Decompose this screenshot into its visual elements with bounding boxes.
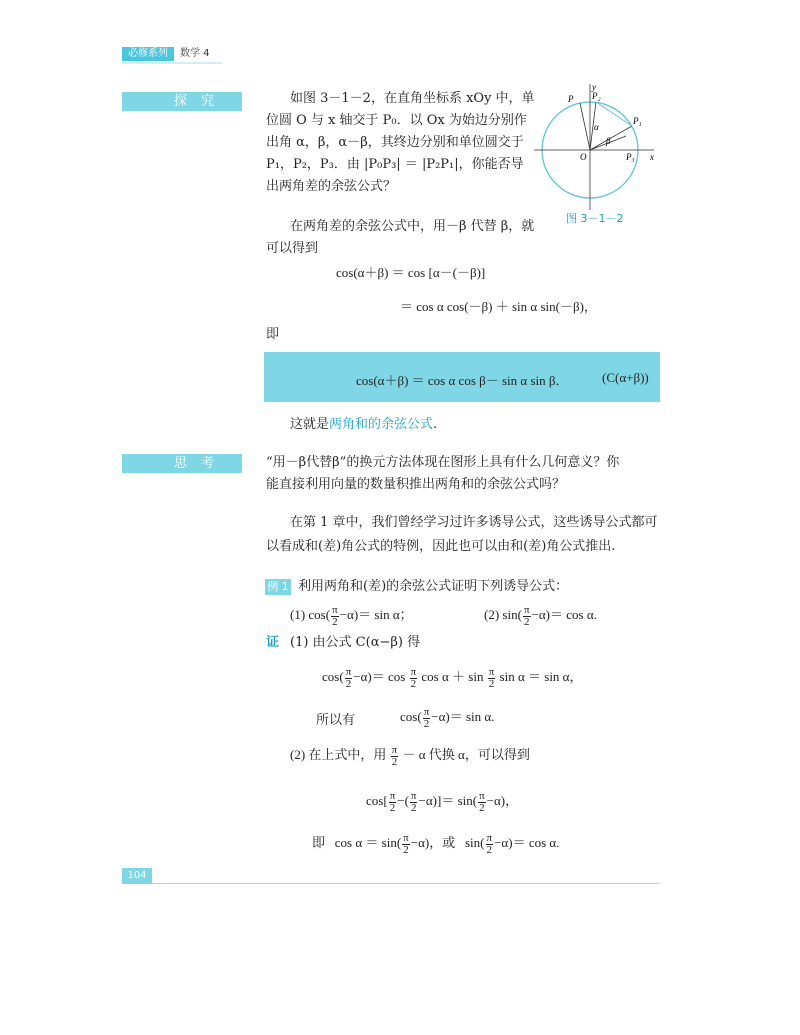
label-p2: P₂ <box>592 91 601 101</box>
series-badge: 必修系列 <box>122 47 174 61</box>
derivation-line-2: ＝ cos α cos(－β) ＋ sin α sin(－β)， <box>400 299 597 314</box>
label-o: O <box>580 152 587 162</box>
example-title: 利用两角和(差)的余弦公式证明下列诱导公式： <box>298 579 569 594</box>
conclusion-highlight: 两角和的余弦公式 <box>329 417 434 432</box>
fraction: $\frac{\pi}{2}$ <box>486 831 493 856</box>
fraction: $\frac{\pi}{2}$ <box>332 603 338 628</box>
body-line: 可以得到 <box>266 241 319 256</box>
para-line: 以看成和(差)角公式的特例，因此也可以由和(差)角公式推出. <box>266 539 616 554</box>
think-line: “用－β代替β”的换元方法体现在图形上具有什么几何意义？你 <box>266 455 620 470</box>
label-p1: P₁ <box>633 116 642 126</box>
fraction: $\frac{\pi}{2}$ <box>410 665 417 690</box>
ji-label: 即 <box>266 327 280 342</box>
fraction: $\frac{\pi}{2}$ <box>423 705 430 730</box>
formula-main: cos(α＋β) ＝ cos α cos β－ sin α sin β． <box>356 373 569 388</box>
proof-label: 证 <box>266 635 280 650</box>
think-line: 能直接利用向量的数量积推出两角和的余弦公式吗？ <box>266 477 566 492</box>
example-item-2: (2) sin( $\frac{\pi}{2}$ −α)＝ cos α. <box>484 603 597 628</box>
conclusion-pre: 这就是 <box>290 417 330 432</box>
fraction: $\frac{\pi}{2}$ <box>345 665 352 690</box>
book-title: 数学 4 <box>180 48 210 59</box>
example-badge: 例 1 <box>265 579 291 595</box>
footer-rule <box>152 883 660 884</box>
explore-line: P₁，P₂，P₃．由 |P₀P₃| ＝ |P₂P₁|，你能否导 <box>266 157 524 172</box>
fraction: $\frac{\pi}{2}$ <box>403 831 409 856</box>
proof-eq-3: cos[ $\frac{\pi}{2}$ −( $\frac{\pi}{2}$ −α)]＝ sin( $\frac{\pi}{2}$ −α)， <box>366 789 519 814</box>
page-number: 104 <box>122 868 152 884</box>
explore-line: 出角 α，β，α－β，其终边分别和单位圆交于 <box>266 135 524 150</box>
example-item-1: (1) cos( $\frac{\pi}{2}$ −α)＝ sin α； <box>290 603 413 628</box>
radius-p <box>580 103 590 150</box>
label-y: y <box>592 82 596 92</box>
proof-eq-1: cos( $\frac{\pi}{2}$ −α)＝ cos $\frac{\pi}{2}$ cos α ＋ sin $\frac{\pi}{2}$ sin α ＝ sin α， <box>322 665 583 690</box>
proof-step-1: (1) 由公式 C(α−β) 得 <box>290 635 421 650</box>
label-x: x <box>650 152 654 162</box>
explore-text <box>266 88 535 198</box>
explore-line: 位圆 O 与 x 轴交于 P₀．以 Ox 为始边分别作 <box>266 113 527 128</box>
formula-tag: (C(α+β)) <box>602 370 649 385</box>
fraction: $\frac{\pi}{2}$ <box>389 789 396 814</box>
proof-so: 所以有 <box>316 713 356 728</box>
think-label: 思考 <box>122 454 242 473</box>
fraction: $\frac{\pi}{2}$ <box>523 603 530 628</box>
label-p3: P₃ <box>626 152 635 162</box>
explore-line: 出两角差的余弦公式？ <box>266 179 397 194</box>
unit-circle-figure <box>530 78 660 218</box>
chord-p2p1 <box>596 102 632 126</box>
fraction: $\frac{\pi}{2}$ <box>488 665 495 690</box>
proof-eq-2: cos( $\frac{\pi}{2}$ −α)＝ sin α. <box>400 705 495 730</box>
fraction: $\frac{\pi}{2}$ <box>410 789 417 814</box>
derivation-line-1: cos(α＋β) ＝ cos [α－(－β)] <box>336 265 486 280</box>
explore-line: 如图 3－1－2，在直角坐标系 xOy 中，单 <box>290 91 535 106</box>
explore-label: 探究 <box>122 92 242 111</box>
conclusion <box>290 414 437 436</box>
fraction: $\frac{\pi}{2}$ <box>479 789 485 814</box>
label-p: P <box>568 94 574 104</box>
proof-final: 即 cos α ＝ sin( $\frac{\pi}{2}$ −α)，或 sin( $\frac{\pi}{2}$ −α)＝ cos α. <box>312 831 560 856</box>
label-beta: β <box>606 136 611 146</box>
header-rule <box>122 62 222 64</box>
figure-caption: 图 3－1－2 <box>566 212 624 225</box>
body-line: 在两角差的余弦公式中，用－β 代替 β，就 <box>290 219 535 234</box>
para-line: 在第 1 章中，我们曾经学习过许多诱导公式，这些诱导公式都可 <box>290 515 658 530</box>
fraction: $\frac{\pi}{2}$ <box>391 743 398 768</box>
label-alpha: α <box>594 122 599 132</box>
proof-step-2: (2) 在上式中，用 $\frac{\pi}{2}$ － α 代换 α，可以得到 <box>290 743 530 768</box>
conclusion-post: . <box>433 417 438 432</box>
